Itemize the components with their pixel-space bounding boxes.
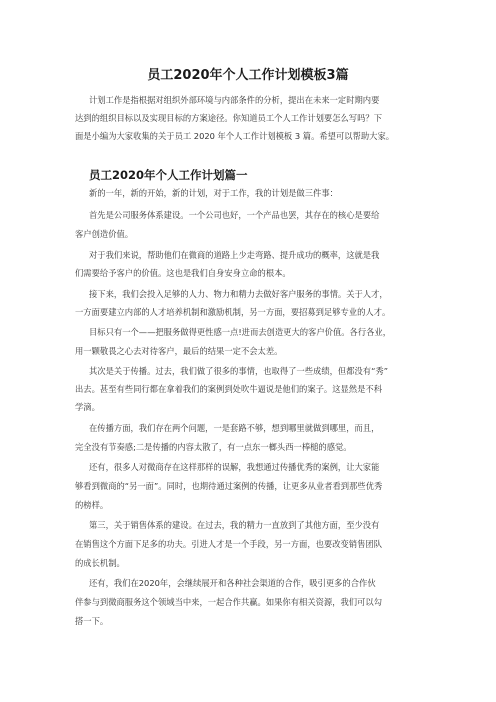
paragraph-line: 目标只有一个——把服务做得更性感一点!进而去创造更大的客户价值。各行各业， (89, 327, 392, 337)
paragraph-line: 还有，很多人对微商存在这样那样的误解，我想通过传播优秀的案例，让大家能 (89, 462, 380, 472)
paragraph-line: 出去。甚至有些同行都在拿着我们的案例到处吹牛逼说是他们的案子。这显然是不科 (75, 384, 382, 394)
paragraph-line: 的成长机制。 (75, 558, 125, 568)
paragraph-line: 们需要给予客户的价值。这也是我们自身安身立命的根本。 (75, 268, 291, 278)
paragraph-line: 完全没有节奏感;二是传播的内容太散了，有一点东一榔头西一棒槌的感觉。 (75, 442, 352, 452)
intro-line: 计划工作是指根据对组织外部环境与内部条件的分析，提出在未来一定时期内要 (89, 95, 380, 105)
paragraph-line: 学滴。 (75, 402, 100, 412)
paragraph-line: 一方面要建立内部的人才培养机制和激励机制，另一方面，要招募到足够专业的人才。 (75, 307, 391, 317)
paragraph-line: 在传播方面，我们存在两个问题，一是套路不够，想到哪里就做到哪里，而且， (89, 423, 380, 433)
paragraph-line: 首先是公司服务体系建设。一个公司也好，一个产品也罢，其存在的核心是要给 (89, 210, 380, 220)
paragraph-line: 在销售这个方面下足多的功夫。引进人才是一个手段，另一方面，也要改变销售团队 (75, 539, 382, 549)
paragraph-line: 够看到微商的“另一面”。同时，也期待通过案例的传播，让更多从业者看到那些优秀 (75, 481, 383, 491)
paragraph-line: 新的一年，新的开始，新的计划，对于工作，我的计划是做三件事： (89, 188, 338, 198)
paragraph-line: 搭一下。 (75, 616, 109, 626)
paragraph-line: 用一颗敬畏之心去对待客户，最后的结果一定不会太差。 (75, 346, 283, 356)
paragraph-line: 第三，关于销售体系的建设。在过去，我的精力一直放到了其他方面，至少没有 (89, 520, 380, 530)
paragraph-line: 对于我们来说，帮助他们在微商的道路上少走弯路、提升成功的概率，这就是我 (89, 250, 380, 260)
intro-line: 达到的组织目标以及实现目标的方案途径。你知道员工个人工作计划要怎么写吗？下 (75, 113, 382, 123)
paragraph-line: 客户创造价值。 (75, 229, 134, 239)
paragraph-line: 其次是关于传播。过去，我们做了很多的事情，也取得了一些成绩，但都没有“秀” (89, 366, 388, 376)
paragraph-line: 接下来，我们会投入足够的人力、物力和精力去做好客户服务的事情。关于人才， (89, 289, 388, 299)
intro-line: 面是小编为大家收集的关于员工 2020 年个人工作计划模板 3 篇。希望可以帮助大家。 (75, 131, 395, 141)
section-heading: 员工2020年个人工作计划篇一 (89, 168, 248, 182)
paragraph-line: 还有，我们在2020年，会继续展开和各种社会渠道的合作，吸引更多的合作伙 (89, 578, 376, 588)
paragraph-line: 伴参与到微商服务这个领域当中来，一起合作共赢。如果你有相关资源，我们可以勾 (75, 597, 382, 607)
document-title: 员工2020年个人工作计划模板3篇 (147, 68, 349, 83)
paragraph-line: 的榜样。 (75, 500, 109, 510)
